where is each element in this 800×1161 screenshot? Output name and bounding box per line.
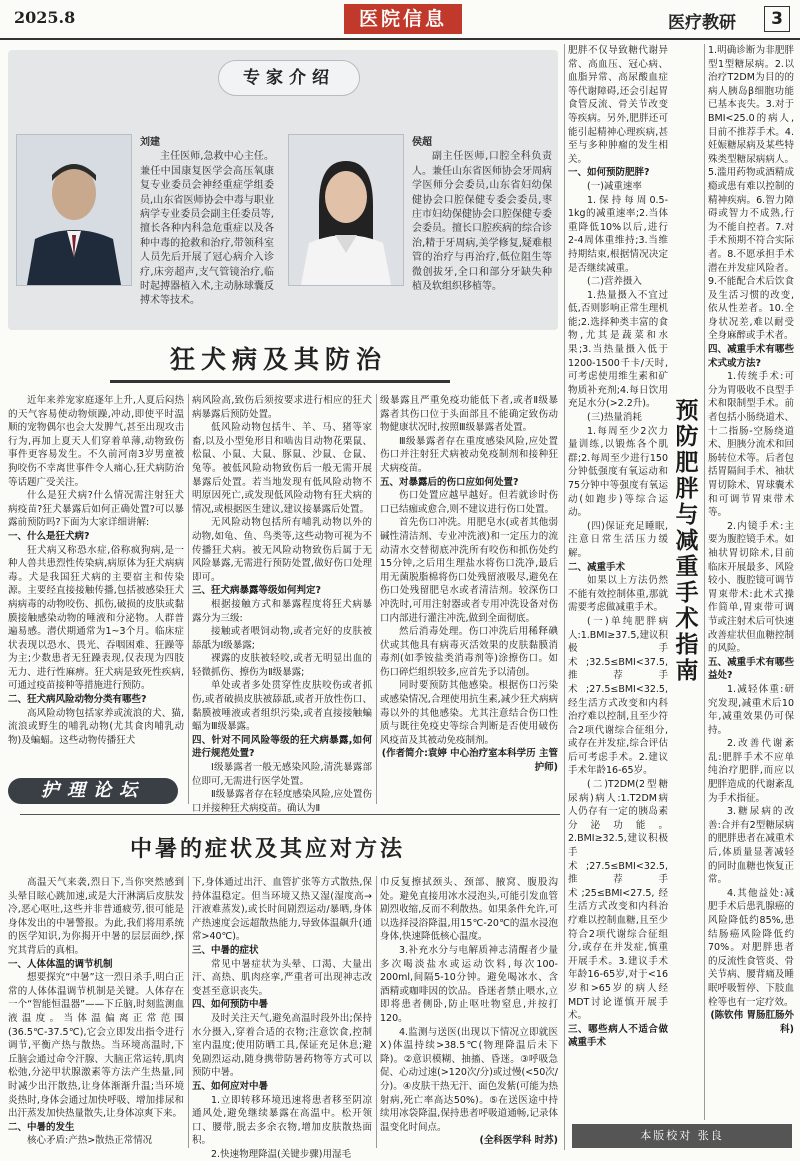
subheading: 一、人体体温的调节机制 <box>8 958 113 970</box>
column-divider <box>376 876 377 1148</box>
expert-photo-hou <box>288 134 404 286</box>
subheading: 二、中暑的发生 <box>8 1121 75 1133</box>
paragraph: 狂犬病又称恐水症,俗称疯狗病,是一种人兽共患烈性传染病,病原体为狂犬病病毒。犬是我国狂犬病的主要宿主和传染源。主要经直接接触传播,包括被感染狂犬病病毒的动物咬伤、抓伤,破损的皮肤或黏膜接触感染动物的唾液和分泌物。人群普遍易感。潜伏期通常为1~3个月。临床症状表现以恐水、畏光、吞咽困难、狂躁等为主;少数患者无狂躁表现,仅表现为四肢无力、进行性麻痹。狂犬病是致死性疾病,可通过疫苗接种等措施进行预防。 <box>8 544 184 692</box>
column-divider <box>188 394 189 804</box>
paragraph: 1.每周至少2次力量训练,以锻炼各个肌群;2.每周至少进行150分钟低强度有氧运动和75分钟中等强度有氧运动(如跑步)等综合运动。 <box>568 425 668 519</box>
expert-photo-liu <box>16 134 132 286</box>
paragraph: 高温天气来袭,烈日下,当你突然感到头晕目眩心跳加速,或是大汗淋漓后皮肤发冷,恶心呕吐,这些并非普通疲劳,很可能是身体发出的中暑警报。为此,我们将用系统的医学知识,为你揭开中暑的层层面纱,探究其背后的真相。 <box>8 877 184 956</box>
paragraph: 1.热量摄入不宜过低,否则影响正常生理机能;2.选择种类丰富的食物,尤其是蔬菜和水果;3.当热量摄入低于1200-1500千卡/天时,可考虑使用维生素和矿物质补充剂;4.每日饮用充足水分(>2.2升)。 <box>568 289 668 410</box>
paragraph: 想要探究“中暑”这一烈日杀手,明白正常的人体体温调节机制是关键。人体存在一个“智能恒温器”——下丘脑,时刻监测血液温度。当体温偏离正常范围(36.5℃-37.5℃),它会立即发出指令进行调节,平衡产热与散热。当环境高温时,下丘脑会通过命令汗腺、大脑正常运转,肌肉松弛,分泌甲状腺激素等方法产生热量,同时减少出汗散热,让身体渐渐升温;当环境炎热时,身体会通过加快呼吸、增加排尿和出汗蒸发加快热量散失,让身体凉爽下来。 <box>8 972 184 1120</box>
paragraph-continued: 下,身体通过出汗、血管扩张等方式散热,保持体温稳定。但当环境又热又湿(湿度高→汗液难蒸发),或长时间剧烈运动/暴晒,身体产热速度会远超散热能力,导致体温飙升(通常>40℃)。 <box>192 877 372 943</box>
column-divider <box>188 876 189 1148</box>
paragraph: 伤口处置应越早越好。但若就诊时伤口已结痂或愈合,则不建议进行伤口处置。 <box>380 490 558 515</box>
subheading: 三、中暑的症状 <box>192 944 259 956</box>
masthead-logo: 医院信息 <box>344 4 462 34</box>
page-number: 3 <box>764 6 790 32</box>
paragraph-continued: 级暴露且严重免疫功能低下者,或者Ⅱ级暴露者其伤口位于头面部且不能确定致伤动物健康状况时,按照Ⅲ级暴露者处置。 <box>380 395 558 434</box>
paragraph: 核心矛盾:产热>散热正常情况 <box>27 1135 153 1147</box>
paragraph: 接触或者喂饲动物,或者完好的皮肤被舔舐为Ⅰ级暴露; <box>192 626 372 651</box>
column-divider <box>376 394 377 804</box>
rabies-column-2 <box>192 394 372 814</box>
subheading: 一、如何预防肥胖? <box>568 167 650 179</box>
paragraph: 1.立即转移环境迅速将患者移至阴凉通风处,避免继续暴露在高温中。松开领口、腰带,脱去多余衣物,增加皮肤散热面积。 <box>192 1094 372 1147</box>
paragraph-continued: 病风险高,致伤后须按要求进行相应的狂犬病暴露后预防处置。 <box>192 395 372 420</box>
subheading: 三、哪些病人不适合做减重手术 <box>568 1023 668 1049</box>
author-credit: (作者简介:袁婷 中心治疗室本科学历 主管护师) <box>381 748 558 774</box>
subheading: 五、减重手术有哪些益处? <box>708 656 794 682</box>
heatstroke-column-2 <box>192 876 372 1160</box>
paragraph: (三)热量消耗 <box>587 412 642 424</box>
expert-bio-text: 主任医师,急救中心主任。兼任中国康复医学会高压氧康复专业委员会神经重症学组委员,山东省医师协会中毒与职业病学专业委员会副主任委员等,擅长各种内科急危重症以及各种中毒的抢救和治疗,带领科室人员先后开展了冠心病介入诊疗,床旁超声,支气管镜治疗,临时起搏器植入术,主动脉球囊反搏术等技术。 <box>140 151 274 307</box>
header-rule <box>0 38 800 40</box>
rabies-column-1 <box>8 394 184 772</box>
section-title: 医疗教研 <box>668 13 736 33</box>
paragraph: (四)保证充足睡眠,注意日常生活压力缓解。 <box>568 520 668 559</box>
paragraph: 然后消毒处理。伤口冲洗后用稀释碘伏或其他具有病毒灭活效果的皮肤黏膜消毒剂(如季铵盐类消毒剂等)涂擦伤口。如伤口碎烂组织较多,应首先予以清创。 <box>380 626 558 678</box>
paragraph: 同时要预防其他感染。根据伤口污染或感染情况,合理使用抗生素,减少狂犬病病毒以外的其他感染。尤其注意结合伤口性质与既往免疫史等综合判断是否使用破伤风疫苗及其被动免疫制剂。 <box>380 680 558 746</box>
rabies-column-3 <box>380 394 558 814</box>
subheading: 五、如何应对中暑 <box>192 1080 269 1092</box>
heatstroke-column-3 <box>380 876 558 1150</box>
obesity-column-2 <box>708 44 794 1120</box>
rabies-article-title: 狂犬病及其防治 <box>170 345 388 374</box>
paragraph-continued: 巾反复擦拭颈头、颈部、腋窝、腹股沟处。避免直接用冰水浸泡头,可能引发血管剧烈收缩,反而不利散热。如果条件允许,可以选择浸浴降温,用15℃-20℃的温水浸泡身体,快速降低核心温度。 <box>380 877 558 943</box>
paragraph: 无风险动物包括所有哺乳动物以外的动物,如龟、鱼、鸟类等,这些动物可视为不传播狂犬病。被无风险动物致伤后属于无风险暴露,无需进行预防处置,做好伤口处理即可。 <box>192 517 372 583</box>
paragraph: (二)T2DM(2型糖尿病)病人:1.T2DM病人仍存有一定的胰岛素分泌功能。2.BMI≥32.5,建议积极手术;27.5≤BMI<32.5,推荐手术;25≤BMI<27.5,经生活方式改变和内科治疗难以控制血糖,且至少符合2项代谢综合征组分,或存在并发症,慎重开展手术。3.建议手术年龄16-65岁,对于<16岁和>65岁的病人经MDT讨论谨慎开展手术。 <box>568 779 668 1022</box>
expert-bio-text: 副主任医师,口腔全科负责人。兼任山东省医师协会牙周病学医师分会委员,山东省妇幼保健协会口腔保健专委会委员,枣庄市妇幼保健协会口腔保健专委会委员。擅长口腔疾病的综合诊治,精于牙周病,美学修复,疑难根管的治疗与再治疗,低位阻生等微创拔牙,全口和部分牙缺失种植及软组织移植等。 <box>412 151 552 293</box>
paragraph: (一)单纯肥胖病人:1.BMI≥37.5,建议积极手术;32.5≤BMI<37.5,推荐手术;27.5≤BMI<32.5,经生活方式改变和内科治疗难以控制,且至少符合2项代谢综合征组分,或存在并发症,综合评估后可考虑手术。2.建议手术年龄16-65岁。 <box>568 615 668 777</box>
expert-name: 侯超 <box>412 137 432 148</box>
paragraph: 什么是狂犬病?什么情况需注射狂犬病疫苗?狂犬暴露后如何正确处置?可以暴露前预防吗?下面为大家详细讲解: <box>8 490 184 529</box>
subheading: 一、什么是狂犬病? <box>8 530 90 542</box>
paragraph: 如果以上方法仍然不能有效控制体重,那就需要考虑做减重手术。 <box>568 575 668 614</box>
subheading: 五、对暴露后的伤口应如何处置? <box>380 476 519 488</box>
paragraph: 4.监测与送医(出现以下情况立即就医Ⅹ)体温持续>38.5℃(物理降温后未下降)。②意识模糊、抽搐、昏迷。③呼吸急促、心动过速(>120次/分)或过慢(<50次/分)。④皮肤干热无汗、面色发紫(可能为热射病,死亡率高达50%)。⑤在送医途中持续用冰袋降温,保持患者呼吸道通畅,记录体温变化时间点。 <box>380 1026 558 1133</box>
column-divider <box>704 44 705 1120</box>
subheading: 四、如何预防中暑 <box>192 999 269 1011</box>
paragraph: 1.减轻体重:研究发现,减重术后10年,减重效果仍可保持。 <box>708 683 794 736</box>
subheading: 二、减重手术 <box>568 561 626 573</box>
paragraph: 裸露的皮肤被轻咬,或者无明显出血的轻微抓伤、擦伤为Ⅱ级暴露; <box>192 653 372 678</box>
section-rule <box>20 814 560 815</box>
expert-name: 刘建 <box>140 137 160 148</box>
paragraph: (二)营养摄入 <box>587 276 642 288</box>
subheading: 二、狂犬病风险动物分类有哪些? <box>8 694 147 706</box>
expert-intro-title: 专家介绍 <box>218 60 360 96</box>
paragraph: 3.糖尿病的改善:合并有2型糖尿病的肥胖患者在减重术后,体质量显著减轻的同时血糖也恢复正常。 <box>708 806 794 886</box>
heatstroke-article-title: 中暑的症状及其应对方法 <box>130 836 406 862</box>
paragraph: 3.补充水分与电解质神志清醒者少量多次喝淡盐水或运动饮料,每次100-200ml,间隔5-10分钟。避免喝冰水、含酒精或咖啡因的饮品。昏迷者禁止喂水,立即将患者侧卧,防止呕吐物窒息,并按打120。 <box>380 944 558 1024</box>
paragraph: 1.保持每周0.5-1kg的减重速率;2.当体重降低10%以后,进行2-4周体重维持;3.当维持期结束,根据情况决定是否继续减重。 <box>568 194 668 274</box>
paragraph: 2.改善代谢紊乱:肥胖手术不应单纯治疗肥胖,而应以肥胖造成的代谢紊乱为手术指征。 <box>708 738 794 804</box>
paragraph: 2.内镜手术:主要为腹腔镜手术。如袖状胃切除术,目前临床开展最多、风险较小、腹腔镜可调节胃束带术:此术式操作简单,胃束带可调节或注射术后可快速改善症状但血糖控制的风险。 <box>708 520 794 655</box>
person-portrait-icon <box>17 135 131 285</box>
issue-date: 2025.8 <box>14 8 76 27</box>
paragraph: 1.传统手术:可分为胃吸收不良型手术和限制型手术。前者包括小肠绕道术、十二指肠-空肠绕道术、胆胰分流术和回肠转位术等。后者包括胃隔间手术、袖状胃切除术、胃球囊术和可调节胃束带术等。 <box>708 371 794 519</box>
paragraph-continued: 1.明确诊断为非肥胖型1型糖尿病。2.以治疗T2DM为目的的病人胰岛β细胞功能已基本丧失。3.对于BMI<25.0的病人,目前不推荐手术。4.妊娠糖尿病及某些特殊类型糖尿病病人。5.滥用药物或酒精成瘾或患有难以控制的精神疾病。6.智力障碍或智力不成熟,行为不能自控者。7.对手术预期不符合实际者。8.不愿承担手术潜在并发症风险者。9.不能配合术后饮食及生活习惯的改变,依从性差者。10.全身状况差,难以耐受全身麻醉或手术者。 <box>708 45 794 342</box>
paragraph: 高风险动物包括家养或流浪的犬、猫,流浪或野生的哺乳动物(尤其食肉哺乳动物)及蝙蝠。这些动物传播狂犬 <box>8 707 184 746</box>
obesity-column-1 <box>568 44 668 1122</box>
paragraph: (一)减重速率 <box>587 180 642 192</box>
title-rule <box>110 380 450 383</box>
subheading: 四、针对不同风险等级的狂犬病暴露,如何进行规范处置? <box>192 734 372 760</box>
person-portrait-icon <box>289 135 403 285</box>
paragraph: 根据接触方式和暴露程度将狂犬病暴露分为三级: <box>192 598 372 624</box>
paragraph: 单处或者多处贯穿性皮肤咬伤或者抓伤,或者破损皮肤被舔舐,或者开放性伤口、黏膜被唾液或者组织污染,或者直接接触蝙蝠为Ⅲ级暴露。 <box>192 680 372 733</box>
expert-bio-liu <box>140 136 274 306</box>
column-divider <box>564 44 565 1150</box>
paragraph: 低风险动物包括牛、羊、马、猪等家畜,以及小型兔形目和啮齿目动物花栗鼠、松鼠、小鼠、大鼠、豚鼠、沙鼠、仓鼠、兔等。被低风险动物致伤后一般无需开展暴露后处置。若当地发现有低风险动物不明原因死亡,或发现低风险动物有狂犬病的情况,或根据医生建议,建议接暴露后处置。 <box>192 422 372 515</box>
expert-bio-hou <box>412 136 552 306</box>
nursing-forum-banner: 护理论坛 <box>8 778 178 804</box>
paragraph: Ⅲ级暴露者存在重度感染风险,应处置伤口并注射狂犬病被动免疫制剂和接种狂犬病疫苗。 <box>380 435 558 474</box>
obesity-article-title: 预防肥胖与减重手术指南 <box>675 397 699 684</box>
paragraph: Ⅱ级暴露者存在轻度感染风险,应处置伤口并接种狂犬病疫苗。确认为Ⅱ <box>192 789 372 814</box>
paragraph: 及时关注天气,避免高温时段外出;保持水分摄入,穿着合适的衣物;注意饮食,控制室内温度;使用防晒工具,保证充足休息;避免剧烈运动,随身携带防暑药物等方式可以预防中暑。 <box>192 1012 372 1079</box>
subheading: 三、狂犬病暴露等级如何判定? <box>192 585 322 597</box>
subheading: 四、减重手术有哪些术式或方法? <box>708 344 794 369</box>
proofreader-footer: 本版校对 张良 <box>572 1124 792 1148</box>
author-credit: (全科医学科 时苏) <box>479 1135 558 1147</box>
paragraph-continued: 肥胖不仅导致糖代谢异常、高血压、冠心病、血脂异常、高尿酸血症等代谢障碍,还会引起胃食管反流、骨关节改变等疾病。另外,肥胖还可能引起精神心理疾病,甚至与多种肿瘤的发生相关。 <box>568 45 668 165</box>
paragraph: 近年来养宠家庭逐年上升,人夏后闷热的天气容易使动物烦躁,冲动,即使平时温顺的宠物偶尔也会大发脾气,甚至出现攻击行为,再加上夏天人们穿着单薄,动物致伤事件更容易发生。不久前河南3岁男童被狗咬伤不幸离世事件令人痛心,狂犬病防治等话题广受关注。 <box>8 395 184 488</box>
paragraph: 常见中暑症状为头晕、口渴、大量出汗、高热、肌肉痉挛,严重者可出现神志改变甚至意识丧失。 <box>192 958 372 997</box>
paragraph: 2.快速物理降温(关键步骤)用湿毛 <box>211 1148 351 1160</box>
paragraph: Ⅰ级暴露者一般无感染风险,清洗暴露部位即可,无需进行医学处置。 <box>192 762 372 787</box>
heatstroke-column-1 <box>8 876 184 1150</box>
paragraph: 首先伤口冲洗。用肥皂水(或者其他弱碱性清洁剂、专业冲洗液)和一定压力的流动清水交替彻底冲洗所有咬伤和抓伤处约15分钟,之后用生理盐水将伤口洗净,最后用无菌脱脂棉将伤口处残留液吸尽,避免在伤口处残留肥皂水或者清洁剂。较深伤口冲洗时,可用注射器或者专用冲洗设备对伤口内部进行灌注冲洗,做到全面彻底。 <box>380 517 558 624</box>
paragraph: 4.其他益处:减肥手术后患乳腺癌的风险降低约85%,患结肠癌风险降低约70%。对肥胖患者的反流性食管炎、骨关节病、腰背痛及睡眠呼吸暂停、下肢血栓等也有一定疗效。 <box>708 887 794 1008</box>
author-credit: (陈钦伟 胃肠肛肠外科) <box>710 1010 794 1035</box>
